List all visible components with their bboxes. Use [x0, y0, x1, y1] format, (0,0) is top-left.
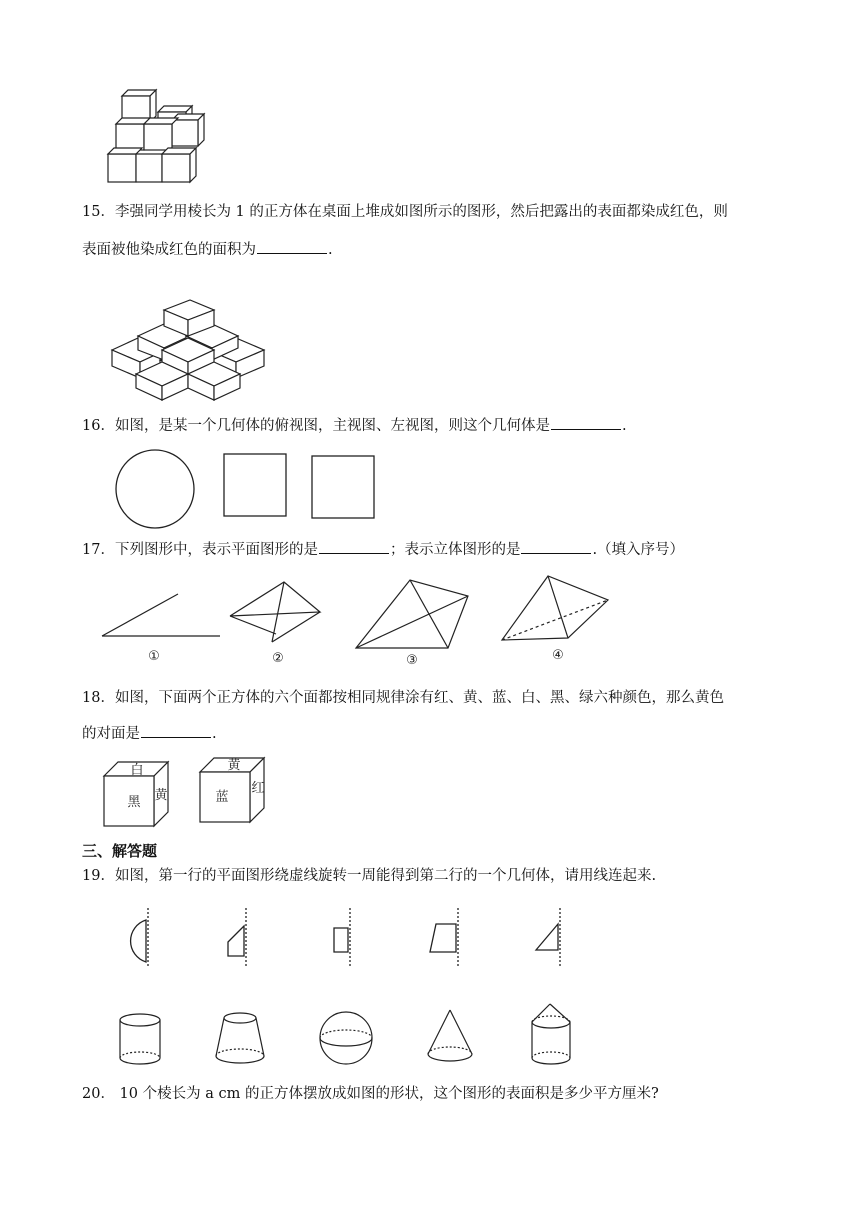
question-15-line-1 — [82, 200, 728, 224]
question-text: 表面被他染成红色的面积为 — [82, 242, 256, 258]
figure-label-1: ① — [148, 649, 160, 664]
question-text: 如图，第一行的平面图形绕虚线旋转一周能得到第二行的一个几何体，请用线连起来. — [114, 868, 657, 884]
cone-on-cylinder-solid — [532, 1004, 570, 1064]
cube-2-top-label: 黄 — [227, 758, 241, 773]
cube-1 — [104, 762, 168, 826]
cube-1-top-label: 白 — [130, 763, 144, 778]
plane-solid-figures — [98, 572, 618, 670]
figure-1-angle — [102, 594, 220, 636]
question-18-line-2 — [82, 722, 217, 746]
cube-2 — [200, 758, 265, 822]
cylinder-solid — [120, 1014, 160, 1064]
question-text: ；表示立体图形的是 — [389, 542, 521, 558]
right-trapezoid-shape — [228, 908, 246, 968]
answer-blank[interactable] — [257, 239, 327, 254]
question-text: 李强同学用棱长为 1 的正方体在桌面上堆成如图所示的图形，然后把露出的表面都染成红色，则 — [114, 204, 728, 220]
question-text: 如图，下面两个正方体的六个面都按相同规律涂有红、黄、蓝、白、黑、绿六种颜色，那么黄色 — [114, 690, 724, 706]
question-17 — [82, 538, 684, 562]
question-20 — [82, 1082, 659, 1106]
figure-4-tetrahedron — [502, 576, 608, 640]
punctuation: . — [212, 726, 217, 742]
stacked-cubes-figure — [100, 84, 210, 190]
three-views-figure — [112, 448, 382, 532]
answer-blank-plane[interactable] — [319, 539, 389, 554]
question-number: 16． — [82, 418, 115, 434]
cube-2-right-label: 红 — [251, 781, 265, 796]
figure-2 — [230, 582, 320, 642]
side-view-square — [312, 456, 374, 518]
question-15-line-2 — [82, 238, 333, 262]
question-text: 如图，是某一个几何体的俯视图，主视图、左视图，则这个几何体是 — [114, 418, 550, 434]
question-text: .（填入序号） — [592, 542, 685, 558]
question-19 — [82, 864, 656, 888]
punctuation: . — [621, 418, 627, 434]
figure-label-3: ③ — [406, 653, 418, 668]
answer-blank[interactable] — [141, 723, 211, 738]
question-text: 的对面是 — [82, 726, 140, 742]
question-number: 18． — [82, 690, 115, 706]
half-circle-shape — [131, 908, 148, 968]
cube-2-front-label: 蓝 — [215, 790, 229, 805]
rotation-solids — [110, 1000, 590, 1072]
cone-solid — [428, 1010, 472, 1061]
question-number: 19． — [82, 868, 115, 884]
top-view-circle — [116, 450, 194, 528]
question-number: 20． — [82, 1086, 115, 1102]
punctuation: . — [328, 242, 333, 258]
question-18-line-1 — [82, 686, 724, 710]
figure-3 — [356, 580, 468, 648]
cube-1-right-label: 黄 — [154, 788, 168, 803]
answer-blank-solid[interactable] — [521, 539, 591, 554]
frustum-solid — [216, 1013, 264, 1063]
triangle-shape — [536, 908, 560, 968]
question-text: 10 个棱长为 a cm 的正方体摆放成如图的形状，这个图形的表面积是多少平方厘米? — [114, 1086, 659, 1102]
trapezoid-shape — [430, 908, 458, 968]
question-number: 17． — [82, 542, 115, 558]
question-number: 15． — [82, 204, 115, 220]
front-view-square — [224, 454, 286, 516]
sphere-solid — [320, 1012, 372, 1064]
question-16 — [82, 414, 627, 438]
cube-1-front-label: 黑 — [127, 795, 141, 810]
answer-blank[interactable] — [551, 415, 621, 430]
section-heading: 三、解答题 — [82, 842, 158, 860]
pyramid-cubes-figure — [108, 296, 270, 404]
figure-label-4: ④ — [552, 648, 564, 663]
figure-label-2: ② — [272, 651, 284, 666]
colored-cubes-figure — [100, 754, 280, 830]
rectangle-shape — [334, 908, 350, 968]
question-text: 下列图形中，表示平面图形的是 — [114, 542, 318, 558]
rotation-plane-shapes — [110, 906, 580, 970]
